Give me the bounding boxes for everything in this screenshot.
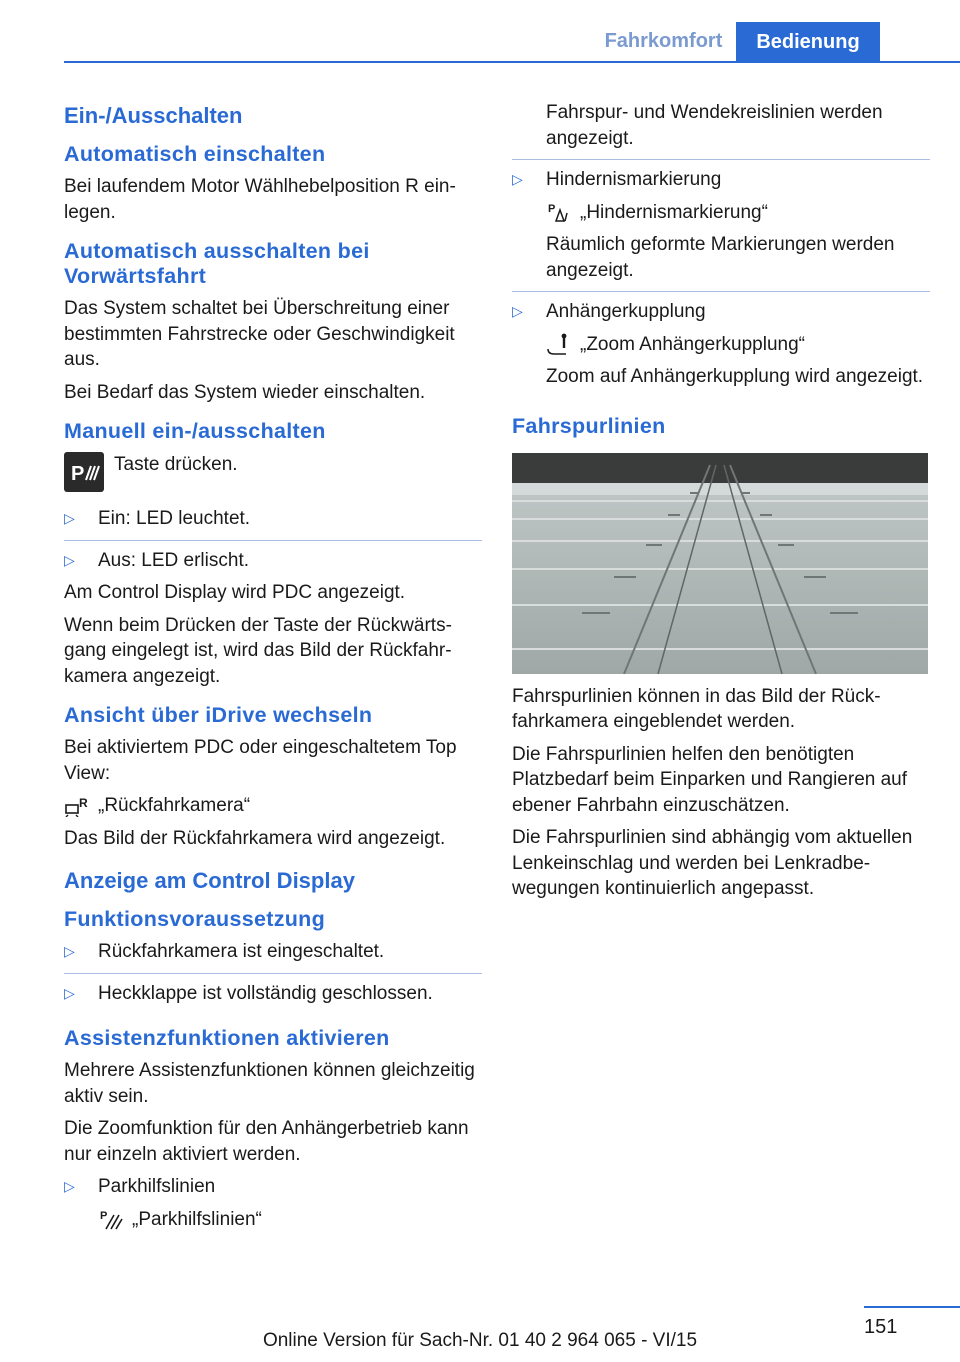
paragraph: Bei laufendem Motor Wählhebelposition R einlegen. <box>64 176 456 223</box>
paragraph: Wenn beim Drücken der Taste der Rückwärtsgang eingelegt ist, wird das Bild der Rückfahrkamera angezeigt. <box>64 614 452 687</box>
heading-ansicht: Ansicht über iDrive wechseln <box>64 703 373 727</box>
right-column <box>512 100 930 902</box>
divider <box>512 291 930 292</box>
heading-anzeige: Anzeige am Control Display <box>64 868 355 893</box>
paragraph: Räumlich geformte Markierungen werden angezeigt. <box>546 234 895 281</box>
obstacle-marking-icon <box>546 201 572 223</box>
rear-camera-icon <box>64 795 90 817</box>
tab-bedienung[interactable]: Bedienung <box>736 22 880 63</box>
list-item: ▷ Hindernismarkierung <box>512 167 930 193</box>
paragraph: Die Fahrspurlinien sind abhängig vom aktuellen Lenkeinschlag und werden bei Lenkradbewegungen kontinuierlich angepasst. <box>512 827 913 899</box>
svg-text:P: P <box>548 203 556 216</box>
heading-ein-ausschalten: Ein-/Ausschalten <box>64 103 243 128</box>
triangle-bullet-icon: ▷ <box>64 984 75 1001</box>
svg-text:R: R <box>79 795 88 810</box>
paragraph: Das System schaltet bei Überschreitung einer bestimmten Fahrstrecke oder Geschwindigkeit aus. <box>64 298 455 370</box>
paragraph: Zoom auf Anhängerkupplung wird angezeigt. <box>546 366 924 387</box>
list-item: ▷ Heckklappe ist vollständig geschlossen. <box>64 981 482 1007</box>
heading-assistenzfunktionen: Assistenzfunktionen aktivieren <box>64 1026 390 1050</box>
paragraph: Die Zoomfunktion für den Anhängerbetrieb kann nur einzeln aktiviert werden. <box>64 1118 469 1165</box>
left-column <box>64 100 482 1232</box>
heading-funktionsvoraussetzung: Funktionsvoraussetzung <box>64 907 326 931</box>
tab-fahrkomfort[interactable]: Fahrkomfort <box>604 30 723 52</box>
menu-entry-zoom-anhaengerkupplung: „Zoom Anhängerkupplung“ <box>546 332 930 358</box>
list-item: ▷ Aus: LED erlischt. <box>64 548 482 574</box>
heading-automatisch-ausschalten: Automatisch ausschalten bei Vorwärtsfahrt <box>64 239 370 288</box>
divider <box>64 973 482 974</box>
svg-text:P: P <box>71 463 85 485</box>
paragraph: Mehrere Assistenzfunktionen können gleichzeitig aktiv sein. <box>64 1060 475 1107</box>
divider <box>512 159 930 160</box>
triangle-bullet-icon: ▷ <box>64 943 75 959</box>
triangle-bullet-icon: ▷ <box>512 171 523 187</box>
divider <box>64 540 482 541</box>
svg-text:P: P <box>100 1210 108 1223</box>
menu-entry-hindernismarkierung: P „Hindernismarkierung“ <box>548 201 768 223</box>
list-item: ▷ Parkhilfslinien <box>64 1174 482 1200</box>
lane-lines-illustration <box>512 453 928 674</box>
menu-entry-rueckfahrkamera: R „Rückfahrkamera“ <box>64 793 482 819</box>
list-item: ▷ Ein: LED leuchtet. <box>64 506 482 532</box>
trailer-hitch-icon <box>546 333 572 355</box>
paragraph: Am Control Display wird PDC angezeigt. <box>64 582 406 603</box>
list-item: ▷ Rückfahrkamera ist eingeschaltet. <box>64 939 482 965</box>
menu-entry-parkhilfslinien: P „Parkhilfslinien“ <box>100 1208 262 1230</box>
heading-automatisch-einschalten: Automatisch einschalten <box>64 142 326 166</box>
heading-fahrspurlinien: Fahrspurlinien <box>512 413 666 438</box>
pdc-button-icon <box>64 452 104 492</box>
paragraph: Bei Bedarf das System wieder einschalten. <box>64 381 426 403</box>
triangle-bullet-icon: ▷ <box>64 510 75 526</box>
paragraph: Taste drücken. <box>114 454 238 475</box>
paragraph: Das Bild der Rückfahrkamera wird angezeigt. <box>64 827 446 849</box>
parking-lines-icon <box>98 1208 124 1230</box>
paragraph: Die Fahrspurlinien helfen den benötigten Platzbedarf beim Einparken und Rangieren auf ebener Fahrbahn einzuschätzen. <box>512 743 908 816</box>
paragraph: Bei aktiviertem PDC oder eingeschaltetem Top View: <box>64 737 457 784</box>
taste-row <box>64 452 482 492</box>
list-item: ▷ Anhängerkupplung <box>512 299 930 325</box>
triangle-bullet-icon: ▷ <box>512 303 523 319</box>
paragraph: Fahrspurlinien können in das Bild der Rückfahrkamera eingeblendet werden. <box>512 685 881 732</box>
triangle-bullet-icon: ▷ <box>64 1178 75 1194</box>
heading-manuell: Manuell ein-/ausschalten <box>64 419 326 443</box>
online-version-footer: Online Version für Sach-Nr. 01 40 2 964 065 - VI/15 <box>262 1330 698 1351</box>
page-number: 151 <box>864 1316 898 1338</box>
paragraph: Fahrspur- und Wendekreislinien werden angezeigt. <box>546 102 883 149</box>
footer-rule <box>864 1306 960 1308</box>
triangle-bullet-icon: ▷ <box>64 551 75 568</box>
